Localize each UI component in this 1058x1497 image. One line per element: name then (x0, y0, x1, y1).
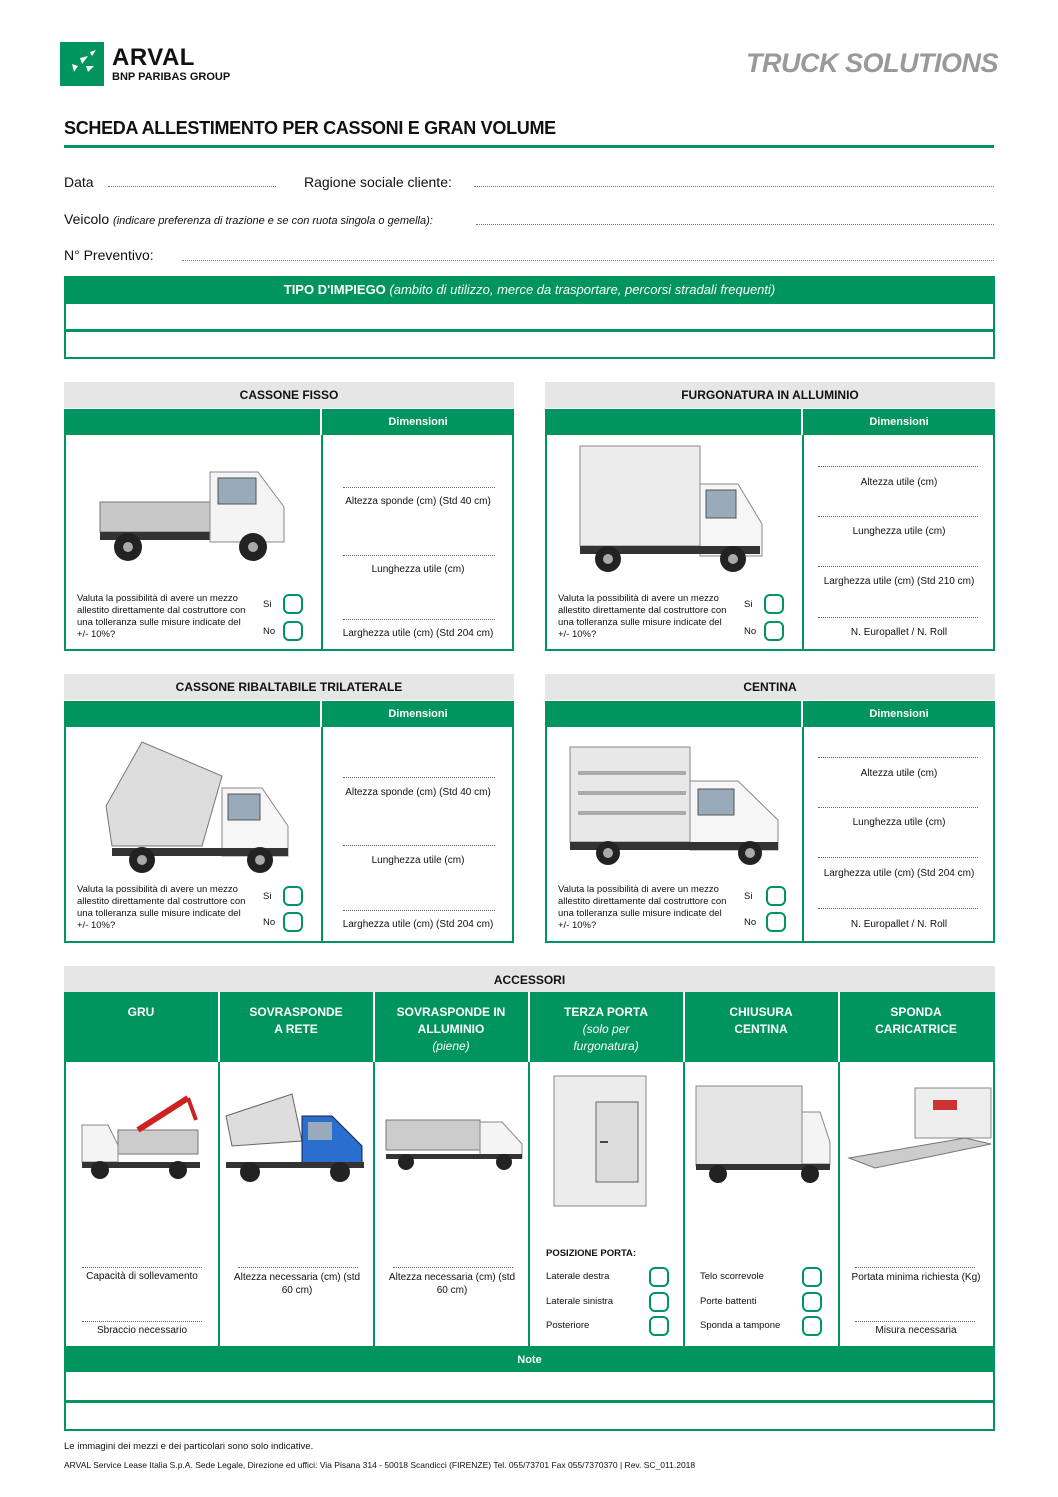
ribaltabile-title-bar (64, 674, 514, 700)
acc-col-gru (76, 1004, 206, 1021)
dim-line[interactable] (818, 807, 978, 808)
acc-col-sub: (piene) (432, 1039, 470, 1053)
dim-label: N. Europallet / N. Roll (850, 627, 948, 638)
header-divider (218, 992, 220, 1062)
ribaltabile-dim-header (64, 701, 514, 727)
dim-label: Larghezza utile (cm) (Std 204 cm) (342, 919, 494, 930)
posizione-sinistra-checkbox[interactable] (649, 1292, 669, 1312)
dim-label: Larghezza utile (cm) (Std 204 cm) (342, 628, 494, 639)
dim-line[interactable] (818, 466, 978, 467)
acc-col-title: SOVRASPONDE IN ALLUMINIO (396, 1005, 506, 1036)
header-divider (801, 409, 803, 435)
dim-label: Lunghezza utile (cm) (852, 817, 946, 828)
cassone-fisso-image (98, 452, 288, 567)
veicolo-label-text: Veicolo (64, 211, 110, 227)
furgonatura-dim-header (545, 409, 995, 435)
footer-company: ARVAL Service Lease Italia S.p.A. Sede Legale, Direzione ed uffici: Via Pisana 314 - 50018 Scandicci (FIRENZE) Tel. 055/73701 Fax 055/7370370 | Rev. SC_011.2018 (64, 1460, 696, 1470)
dimensioni-label: Dimensioni (388, 416, 448, 428)
acc-field-line[interactable] (238, 1267, 358, 1268)
header-divider (528, 992, 530, 1062)
dim-line[interactable] (818, 617, 978, 618)
dim-label: Larghezza utile (cm) (Std 204 cm) (823, 868, 975, 879)
furgonatura-no-checkbox[interactable] (764, 621, 784, 641)
furgonatura-valuta: Valuta la possibilità di avere un mezzo allestito direttamente dal costruttore con una tolleranza sulle misure indicate del +/- 10%? (558, 593, 727, 640)
cassone-fisso-title: CASSONE FISSO (239, 388, 339, 402)
cassone-fisso-title-bar (64, 382, 514, 408)
centina-title-bar (545, 674, 995, 700)
note-row-1[interactable] (64, 1370, 995, 1402)
ribaltabile-col-divider (321, 727, 323, 943)
chiusura-option: Porte battenti (700, 1296, 757, 1307)
impiego-hint: (ambito di utilizzo, merce da trasportare, percorsi stradali frequenti) (389, 282, 776, 297)
brand-group: BNP PARIBAS GROUP (112, 71, 231, 83)
ragione-label: Ragione sociale cliente: (304, 174, 452, 190)
accessori-title-bar (64, 966, 995, 992)
note-header (64, 1348, 995, 1372)
dim-line[interactable] (818, 566, 978, 567)
acc-col-title: CHIUSURA CENTINA (729, 1005, 793, 1036)
si-label: Si (263, 891, 272, 902)
ribaltabile-si-checkbox[interactable] (283, 886, 303, 906)
header-divider (320, 701, 322, 727)
dim-line[interactable] (343, 910, 495, 911)
dim-label: N. Europallet / N. Roll (850, 919, 948, 930)
dimensioni-label: Dimensioni (869, 708, 929, 720)
sovrasponde-alluminio-image (382, 1110, 527, 1175)
acc-col-sovrasponde-alluminio (396, 1004, 506, 1055)
chiusura-porte-checkbox[interactable] (802, 1292, 822, 1312)
dim-label: Lunghezza utile (cm) (371, 564, 465, 575)
dim-line[interactable] (343, 777, 495, 778)
impiego-row-2[interactable] (64, 330, 995, 359)
acc-field-label: Portata minima richiesta (Kg) (851, 1272, 981, 1283)
impiego-row-1[interactable] (64, 302, 995, 331)
dim-line[interactable] (818, 757, 978, 758)
ribaltabile-no-checkbox[interactable] (283, 912, 303, 932)
dim-line[interactable] (818, 908, 978, 909)
chiusura-centina-image (692, 1082, 832, 1187)
acc-col-sovrasponde-rete (246, 1004, 346, 1038)
acc-col-title: SOVRASPONDE A RETE (249, 1005, 343, 1036)
furgonatura-col-divider (802, 435, 804, 651)
data-label: Data (64, 174, 94, 190)
cassone-fisso-valuta: Valuta la possibilità di avere un mezzo allestito direttamente dal costruttore con una tolleranza sulle misure indicate del +/- 10%? (77, 593, 246, 640)
posizione-posteriore-checkbox[interactable] (649, 1316, 669, 1336)
terza-porta-image (550, 1072, 650, 1212)
veicolo-hint: (indicare preferenza di trazione e se con ruota singola o gemella): (113, 215, 433, 227)
centina-col-divider (802, 727, 804, 943)
sovrasponde-rete-image (222, 1086, 367, 1186)
acc-field-line[interactable] (82, 1321, 202, 1322)
dim-label: Lunghezza utile (cm) (371, 855, 465, 866)
note-row-2[interactable] (64, 1401, 995, 1431)
furgonatura-title-bar (545, 382, 995, 408)
ribaltabile-valuta: Valuta la possibilità di avere un mezzo allestito direttamente dal costruttore con una tolleranza sulle misure indicate del +/- 10%? (77, 884, 246, 931)
header-divider (373, 992, 375, 1062)
cassone-fisso-si-checkbox[interactable] (283, 594, 303, 614)
preventivo-field[interactable] (182, 260, 994, 261)
chiusura-telo-checkbox[interactable] (802, 1267, 822, 1287)
dim-label: Altezza utile (cm) (860, 477, 938, 488)
dim-label: Altezza sponde (cm) (Std 40 cm) (345, 496, 491, 507)
accessori-title: ACCESSORI (493, 973, 566, 987)
veicolo-field[interactable] (476, 224, 994, 225)
centina-si-checkbox[interactable] (766, 886, 786, 906)
footer-disclaimer: Le immagini dei mezzi e dei particolari sono solo indicative. (64, 1441, 314, 1452)
cassone-fisso-dim-header (64, 409, 514, 435)
posizione-option: Laterale destra (546, 1271, 610, 1282)
no-label: No (744, 626, 757, 637)
acc-col-title: TERZA PORTA (564, 1005, 648, 1019)
furgonatura-title: FURGONATURA IN ALLUMINIO (681, 388, 859, 402)
note-label: Note (517, 1354, 542, 1366)
posizione-option: Posteriore (546, 1320, 590, 1331)
title-rule (64, 145, 994, 148)
acc-field-label: Sbraccio necessario (96, 1325, 188, 1336)
dim-label: Altezza sponde (cm) (Std 40 cm) (345, 787, 491, 798)
acc-col-sub: (solo per furgonatura) (573, 1022, 639, 1053)
dim-line[interactable] (818, 857, 978, 858)
centina-title: CENTINA (743, 680, 797, 694)
no-label: No (744, 917, 757, 928)
cassone-fisso-col-divider (321, 435, 323, 651)
header-divider (801, 701, 803, 727)
sponda-caricatrice-image (845, 1086, 993, 1186)
gru-image (78, 1090, 206, 1180)
no-label: No (263, 917, 276, 928)
ribaltabile-image (102, 736, 292, 876)
si-label: Si (744, 891, 753, 902)
ragione-field[interactable] (474, 186, 994, 187)
no-label: No (263, 626, 276, 637)
acc-field-label: Misura necessaria (875, 1325, 957, 1336)
dim-label: Lunghezza utile (cm) (852, 526, 946, 537)
impiego-header (64, 276, 995, 304)
bnp-stars-icon (60, 42, 104, 86)
cassone-fisso-no-checkbox[interactable] (283, 621, 303, 641)
acc-field-label: Altezza necessaria (cm) (std 60 cm) (233, 1272, 361, 1296)
data-field[interactable] (108, 186, 276, 187)
chiusura-option: Telo scorrevole (700, 1271, 764, 1282)
furgonatura-image (578, 444, 768, 579)
header-divider (320, 409, 322, 435)
centina-image (568, 745, 783, 867)
acc-col-title: SPONDA CARICATRICE (875, 1005, 957, 1036)
preventivo-label: N° Preventivo: (64, 247, 154, 263)
dimensioni-label: Dimensioni (388, 708, 448, 720)
page-title: SCHEDA ALLESTIMENTO PER CASSONI E GRAN VOLUME (64, 118, 556, 138)
acc-col-chiusura-centina (715, 1004, 807, 1038)
acc-col-terza-porta (550, 1004, 662, 1055)
si-label: Si (744, 599, 753, 610)
brand-name: ARVAL (112, 44, 195, 71)
veicolo-label (64, 211, 433, 227)
acc-field-line[interactable] (393, 1267, 513, 1268)
acc-field-line[interactable] (82, 1267, 202, 1268)
acc-field-label: Altezza necessaria (cm) (std 60 cm) (388, 1272, 516, 1296)
truck-solutions-logo: TRUCK SOLUTIONS (746, 48, 998, 78)
arval-logo (60, 42, 104, 86)
furgonatura-si-checkbox[interactable] (764, 594, 784, 614)
dim-label: Larghezza utile (cm) (Std 210 cm) (823, 576, 975, 587)
dim-line[interactable] (818, 516, 978, 517)
ribaltabile-title: CASSONE RIBALTABILE TRILATERALE (175, 680, 403, 694)
centina-no-checkbox[interactable] (766, 912, 786, 932)
posizione-option: Laterale sinistra (546, 1296, 614, 1307)
acc-col-sponda-caricatrice (861, 1004, 971, 1038)
posizione-destra-checkbox[interactable] (649, 1267, 669, 1287)
dim-line[interactable] (343, 845, 495, 846)
chiusura-option: Sponda a tampone (700, 1320, 781, 1331)
posizione-title: POSIZIONE PORTA: (546, 1248, 637, 1259)
dimensioni-label: Dimensioni (869, 416, 929, 428)
dim-line[interactable] (343, 487, 495, 488)
dim-line[interactable] (343, 555, 495, 556)
si-label: Si (263, 599, 272, 610)
header-divider (683, 992, 685, 1062)
centina-dim-header (545, 701, 995, 727)
header-divider (838, 992, 840, 1062)
acc-field-line[interactable] (855, 1321, 975, 1322)
chiusura-sponda-checkbox[interactable] (802, 1316, 822, 1336)
dim-line[interactable] (343, 619, 495, 620)
acc-field-line[interactable] (855, 1267, 975, 1268)
acc-field-label: Capacità di sollevamento (86, 1271, 198, 1282)
centina-valuta: Valuta la possibilità di avere un mezzo allestito direttamente dal costruttore con una tolleranza sulle misure indicate del +/- 10%? (558, 884, 727, 931)
dim-label: Altezza utile (cm) (860, 768, 938, 779)
impiego-title: TIPO D'IMPIEGO (283, 282, 386, 297)
acc-col-title: GRU (127, 1005, 155, 1019)
